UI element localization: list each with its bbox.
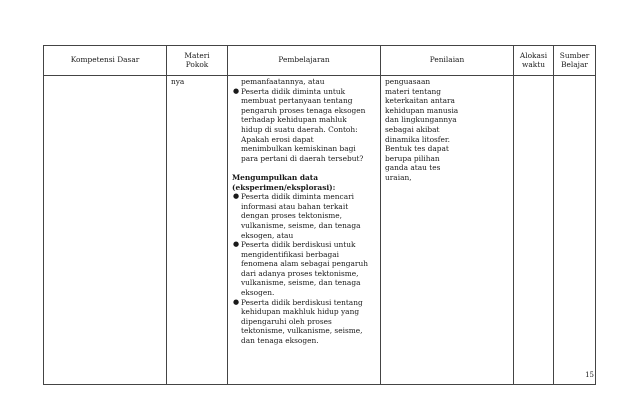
text-line: sebagai akibat <box>385 124 440 134</box>
text-line: dan lingkungannya <box>385 115 457 125</box>
bullet-item <box>232 298 377 346</box>
text-line: Apakah erosi dapat <box>241 134 314 144</box>
text-line: kehidupan manusia <box>385 105 459 115</box>
bullet-icon: ● <box>233 86 240 95</box>
continuation-text: pemanfaatannya, atau <box>241 77 325 86</box>
bullet-item <box>232 240 377 298</box>
text-line: pengaruh proses tenaga eksogen <box>241 105 366 115</box>
text-line: materi tentang <box>385 86 441 96</box>
text-line: vulkanisme, seisme, dan tenaga <box>241 278 361 288</box>
text-line: Bentuk tes dapat <box>385 144 449 154</box>
header-alokasi-waktu: Alokasi waktu <box>514 46 554 76</box>
text-line: penguasaan <box>385 77 431 86</box>
text-line: (eksperimen/eksplorasi): <box>232 182 336 192</box>
cell-penilaian <box>381 76 514 385</box>
cell-materi-pokok: nya <box>167 76 228 385</box>
header-materi-pokok: Materi Pokok <box>167 46 228 76</box>
bullet-item <box>232 87 377 164</box>
text-line: dari adanya proses tektonisme, <box>241 268 359 278</box>
text-line: Mengumpulkan data <box>232 172 318 182</box>
bullet-icon: ● <box>233 297 240 306</box>
bullet-icon: ● <box>233 192 240 201</box>
cell-kompetensi-dasar <box>44 76 167 385</box>
table-header-row <box>44 46 596 76</box>
header-sumber-belajar: Sumber Belajar <box>554 46 596 76</box>
text-line: tektonisme, vulkanisme, seisme, <box>241 326 363 336</box>
text-line: berupa pilihan <box>385 153 440 163</box>
text-line: dan tenaga eksogen. <box>241 336 319 346</box>
text-line: uraian, <box>385 172 412 182</box>
text-line: membuat pertanyaan tentang <box>241 96 353 106</box>
text-line: informasi atau bahan terkait <box>241 201 349 211</box>
header-penilaian: Penilaian <box>381 46 514 76</box>
text-line: hidup di suatu daerah. Contoh: <box>241 124 358 134</box>
header-kompetensi-dasar: Kompetensi Dasar <box>44 46 167 76</box>
header-pembelajaran: Pembelajaran <box>228 46 381 76</box>
page-number: 15 <box>585 371 594 379</box>
text-line: para pertani di daerah tersebut? <box>241 153 364 163</box>
cell-alokasi-waktu <box>514 76 554 385</box>
bullet-item <box>232 192 377 240</box>
text-line: Peserta didik berdiskusi tentang <box>241 297 363 307</box>
text-line: menimbulkan kemiskinan bagi <box>241 144 356 154</box>
cell-pembelajaran <box>228 76 381 385</box>
text-line: fenomena alam sebagai pengaruh <box>241 259 368 269</box>
silabus-table <box>43 45 596 385</box>
text-line: eksogen, atau <box>241 230 294 240</box>
cell-sumber-belajar <box>554 76 596 385</box>
text-line: Peserta didik berdiskusi untuk <box>241 240 356 250</box>
text-line: ganda atau tes <box>385 163 441 173</box>
text-line: dinamika litosfer. <box>385 134 450 144</box>
text-line: Peserta didik diminta mencari <box>241 192 354 202</box>
text-line: Peserta didik diminta untuk <box>241 86 346 96</box>
text-line: vulkanisme, seisme, dan tenaga <box>241 220 361 230</box>
text-line: mengidentifikasi berbagai <box>241 249 340 259</box>
text-line: eksogen. <box>241 288 275 298</box>
bullet-icon: ● <box>233 240 240 249</box>
text-line: dipengaruhi oleh proses <box>241 316 332 326</box>
text-line: dengan proses tektonisme, <box>241 211 343 221</box>
section-heading <box>232 173 377 192</box>
text-line: kehidupan makhluk hidup yang <box>241 307 360 317</box>
table-row <box>44 76 596 385</box>
text-line: terhadap kehidupan mahluk <box>241 115 347 125</box>
text-line: keterkaitan antara <box>385 96 455 106</box>
